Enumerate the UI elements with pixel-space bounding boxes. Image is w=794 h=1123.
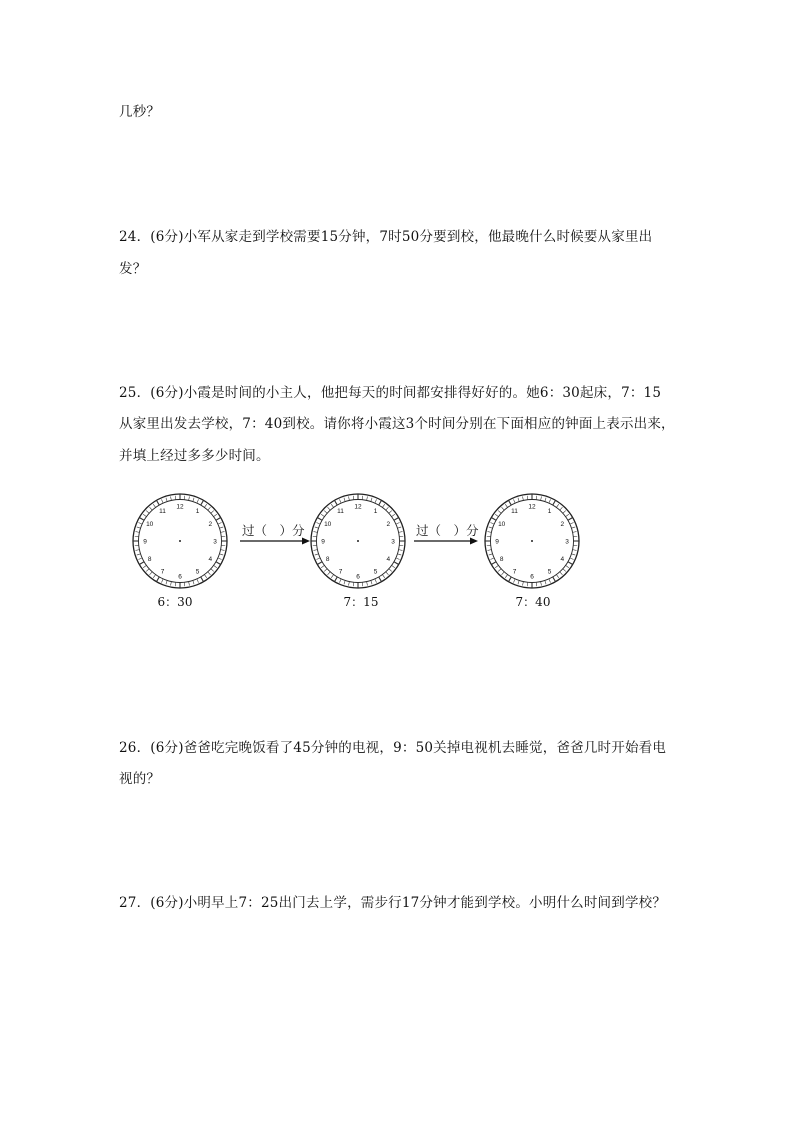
clock-numeral: 3 [565,538,569,546]
clock-3-time: 7：40 [515,595,551,609]
clock-numeral: 11 [337,507,344,515]
clock-numeral: 6 [178,573,182,581]
question-25-line-3: 并填上经过多多少时间。 [119,448,270,464]
clock-numeral: 4 [386,555,391,563]
arrow-1-label: 过（ ）分 [242,523,305,538]
clock-numeral: 2 [386,520,391,528]
clock-numeral: 6 [530,573,534,581]
clock-center-dot [179,540,181,542]
question-24-line-2: 发？ [119,261,147,277]
arrow-2-label: 过（ ）分 [416,523,479,538]
clock-numeral: 10 [146,520,154,528]
clock-face-2 [311,494,405,588]
clock-face-1 [133,494,227,588]
clock-2-time: 7：15 [343,595,379,609]
question-26-line-1: 26．(6分)爸爸吃完晚饭看了45分钟的电视，9：50关掉电视机去睡觉，爸爸几时开始看电 [119,740,667,756]
question-25-line-1: 25．(6分)小霞是时间的小主人，他把每天的时间都安排得好好的。她6：30起床，7：15 [119,385,662,401]
clock-face-3 [485,494,579,588]
question-24-line-1: 24．(6分)小军从家走到学校需要15分钟，7时50分要到校，他最晚什么时候要从家里出 [119,229,653,245]
clock-numeral: 10 [324,520,332,528]
clock-numeral: 3 [213,538,217,546]
question-23-tail: 几秒？ [119,104,161,120]
clock-numeral: 4 [208,555,213,563]
clock-numeral: 8 [499,555,504,563]
clock-1-time: 6：30 [157,595,193,609]
clock-numeral: 2 [560,520,565,528]
clock-numeral: 12 [176,503,184,511]
clock-numeral: 10 [498,520,506,528]
clock-numeral: 11 [511,507,518,515]
clock-numeral: 3 [391,538,395,546]
clock-numeral: 11 [159,507,166,515]
clock-numeral: 7 [338,568,343,576]
clock-center-dot [531,540,533,542]
clock-center-dot [357,540,359,542]
question-25-line-2: 从家里出发去学校，7：40到校。请你将小霞这3个时间分别在下面相应的钟面上表示出来， [119,416,675,432]
clock-numeral: 1 [373,507,378,515]
clock-numeral: 4 [560,555,565,563]
clock-numeral: 8 [147,555,152,563]
clock-numeral: 9 [495,538,499,546]
arrow-2-head [470,538,478,545]
clock-numeral: 7 [512,568,517,576]
clock-numeral: 1 [547,507,552,515]
clock-numeral: 8 [325,555,330,563]
clock-numeral: 5 [373,568,378,576]
arrow-1-head [302,538,310,545]
question-26-line-2: 视的？ [119,771,161,787]
clock-numeral: 12 [528,503,536,511]
clock-numeral: 2 [208,520,213,528]
clock-numeral: 6 [356,573,360,581]
question-27-line-1: 27．(6分)小明早上7：25出门去上学，需步行17分钟才能到学校。小明什么时间到学校？ [119,895,667,911]
clock-numeral: 5 [195,568,200,576]
clock-numeral: 9 [143,538,147,546]
clock-numeral: 5 [547,568,552,576]
clock-numeral: 9 [321,538,325,546]
clock-numeral: 7 [160,568,165,576]
clock-numeral: 12 [354,503,362,511]
clock-numeral: 1 [195,507,200,515]
